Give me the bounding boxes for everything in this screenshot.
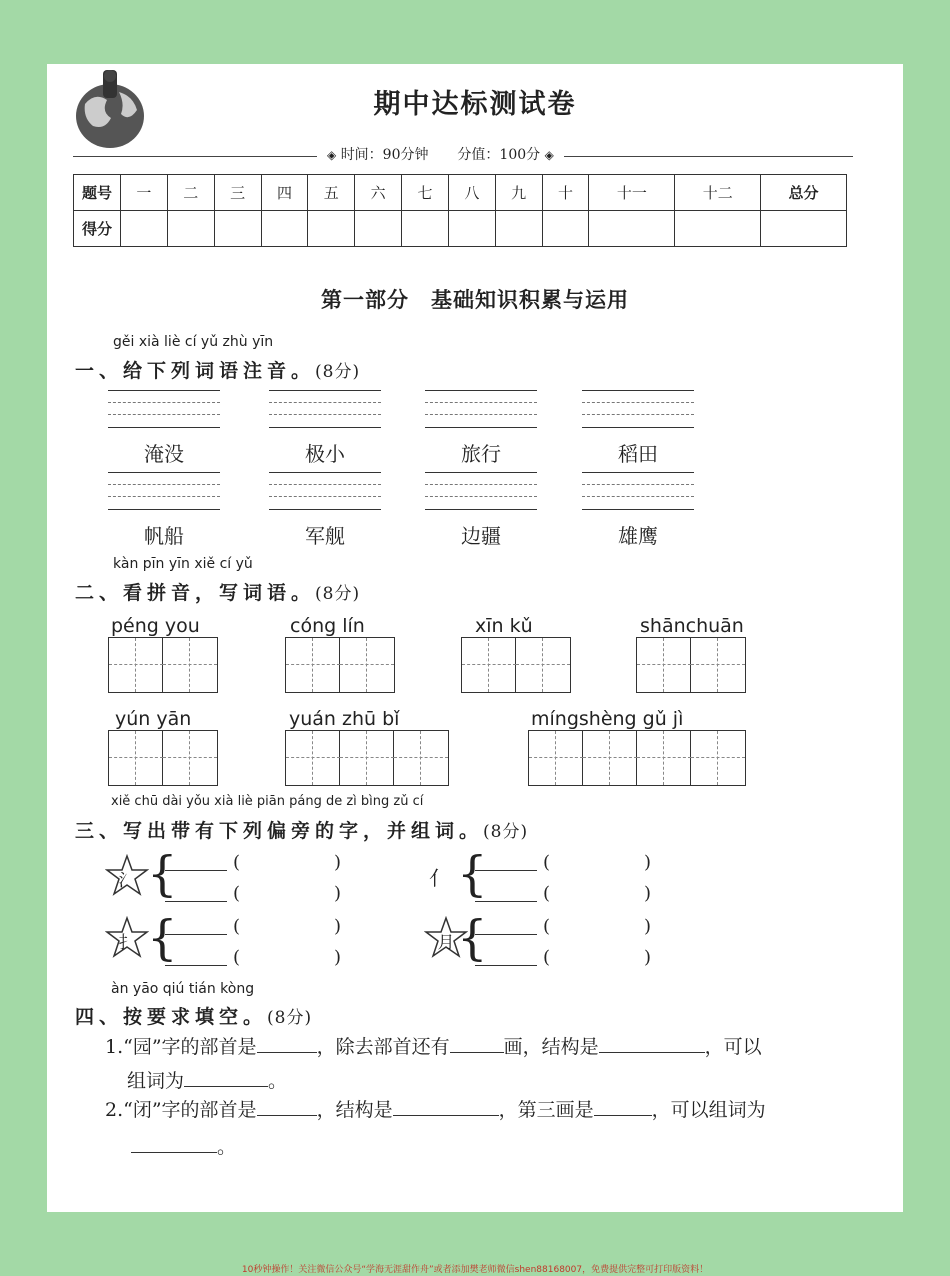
q1-word: 淹没 [144,442,184,466]
col-header: 五 [308,175,355,211]
q2-pinyin-prompt: míngshèng gǔ jì [531,708,684,730]
pinyin-writing-lines[interactable] [425,390,537,428]
radical: 扌 [118,933,136,953]
radical: 氵 [118,871,136,891]
row-label-question-number: 题号 [74,175,121,211]
fill-row[interactable]: ( ) [475,852,651,873]
col-header: 十二 [675,175,761,211]
col-header: 八 [448,175,495,211]
answer-blank[interactable] [257,1099,317,1116]
score-cell[interactable] [495,211,542,247]
fill-row[interactable]: ( ) [475,916,651,937]
fill-row[interactable]: ( ) [475,883,651,904]
brace-icon: { [147,910,178,966]
score-table-header-row [74,175,847,211]
exam-time: 时间：90分钟 [340,147,429,163]
fill-row[interactable]: ( ) [165,916,341,937]
brace-icon: { [147,846,178,902]
row-label-score: 得分 [74,211,121,247]
answer-blank[interactable] [393,1099,499,1116]
exam-title: 期中达标测试卷 [373,89,577,120]
col-header: 四 [261,175,308,211]
diamond-ornament-icon: ◈ [327,148,337,162]
q2-pinyin-prompt: shānchuān [640,615,744,637]
character-writing-grid[interactable] [285,730,449,786]
q4-item-2-cont: 。 [131,1132,236,1159]
character-writing-grid[interactable] [108,637,218,693]
brace-icon: { [457,910,488,966]
q1-pinyin: gěi xià liè cí yǔ zhù yīn [113,334,274,350]
brace-icon: { [457,846,488,902]
answer-blank[interactable] [257,1036,317,1053]
col-header: 十一 [589,175,675,211]
q4-item-1-cont: 组词为 。 [127,1070,288,1092]
col-header-total: 总分 [761,175,847,211]
score-cell[interactable] [214,211,261,247]
q2-pinyin-prompt: yún yān [115,708,192,730]
q1-title: 一、给下列词语注音。(8分) [75,360,361,382]
q1-word: 帆船 [144,524,184,548]
score-cell[interactable] [261,211,308,247]
q4-item-1: 1.“园”字的部首是 ，除去部首还有 画，结构是 ，可以 [105,1036,762,1058]
score-cell[interactable] [675,211,761,247]
score-cell[interactable] [589,211,675,247]
score-table [73,174,847,247]
character-writing-grid[interactable] [461,637,571,693]
radical: 月 [437,933,455,953]
q1-word: 雄鹰 [618,524,658,548]
col-header: 二 [167,175,214,211]
score-cell[interactable] [448,211,495,247]
pinyin-writing-lines[interactable] [269,390,381,428]
col-header: 七 [402,175,449,211]
diamond-ornament-icon: ◈ [544,148,554,162]
answer-blank[interactable] [131,1136,217,1153]
character-writing-grid[interactable] [528,730,746,786]
pinyin-writing-lines[interactable] [425,472,537,510]
radical: 亻 [429,866,449,890]
q3-pinyin: xiě chū dài yǒu xià liè piān páng de zì bìng zǔ cí [111,794,424,809]
score-cell[interactable] [542,211,589,247]
col-header: 一 [121,175,168,211]
character-writing-grid[interactable] [636,637,746,693]
pinyin-writing-lines[interactable] [582,390,694,428]
exam-sheet [47,64,903,1212]
fill-row[interactable]: ( ) [475,947,651,968]
score-cell[interactable] [355,211,402,247]
q2-pinyin-prompt: péng you [111,615,200,637]
q2-pinyin-prompt: xīn kǔ [475,615,533,637]
q2-title: 二、看拼音，写词语。(8分) [75,582,361,604]
character-writing-grid[interactable] [285,637,395,693]
q1-word: 极小 [305,442,345,466]
answer-blank[interactable] [599,1036,705,1053]
answer-blank[interactable] [450,1036,504,1053]
score-table-score-row [74,211,847,247]
q1-word: 旅行 [461,442,501,466]
col-header: 九 [495,175,542,211]
q3-title: 三、写出带有下列偏旁的字，并组词。(8分) [75,820,529,842]
character-writing-grid[interactable] [108,730,218,786]
pinyin-writing-lines[interactable] [582,472,694,510]
col-header: 十 [542,175,589,211]
exam-total-score: 分值：100分 [457,147,541,163]
score-cell[interactable] [167,211,214,247]
q4-title: 四、按要求填空。(8分) [75,1006,313,1028]
q1-word: 军舰 [305,524,345,548]
q2-pinyin: kàn pīn yīn xiě cí yǔ [113,556,253,572]
q2-pinyin-prompt: cóng lín [290,615,365,637]
pinyin-writing-lines[interactable] [269,472,381,510]
score-cell[interactable] [308,211,355,247]
footer-notice: 10秒钟操作！关注微信公众号“学海无涯甜作舟”或者添加樊老师微信shen88168007，免费提供完整可打印版资料！ [241,1265,709,1275]
q4-pinyin: àn yāo qiú tián kòng [111,981,255,997]
q2-pinyin-prompt: yuán zhū bǐ [289,708,400,730]
fill-row[interactable]: ( ) [165,852,341,873]
q1-word: 边疆 [461,524,501,548]
pinyin-writing-lines[interactable] [108,390,220,428]
score-cell[interactable] [402,211,449,247]
exam-meta [317,144,564,164]
fill-row[interactable]: ( ) [165,947,341,968]
score-cell[interactable] [121,211,168,247]
col-header: 六 [355,175,402,211]
q1-word: 稻田 [618,442,658,466]
q4-item-2: 2.“闭”字的部首是 ，结构是 ，第三画是 ，可以组词为 [105,1099,766,1121]
fill-row[interactable]: ( ) [165,883,341,904]
col-header: 三 [214,175,261,211]
part-title: 第一部分 基础知识积累与运用 [321,287,629,312]
pinyin-writing-lines[interactable] [108,472,220,510]
answer-blank[interactable] [594,1099,652,1116]
score-cell-total[interactable] [761,211,847,247]
answer-blank[interactable] [184,1070,268,1087]
